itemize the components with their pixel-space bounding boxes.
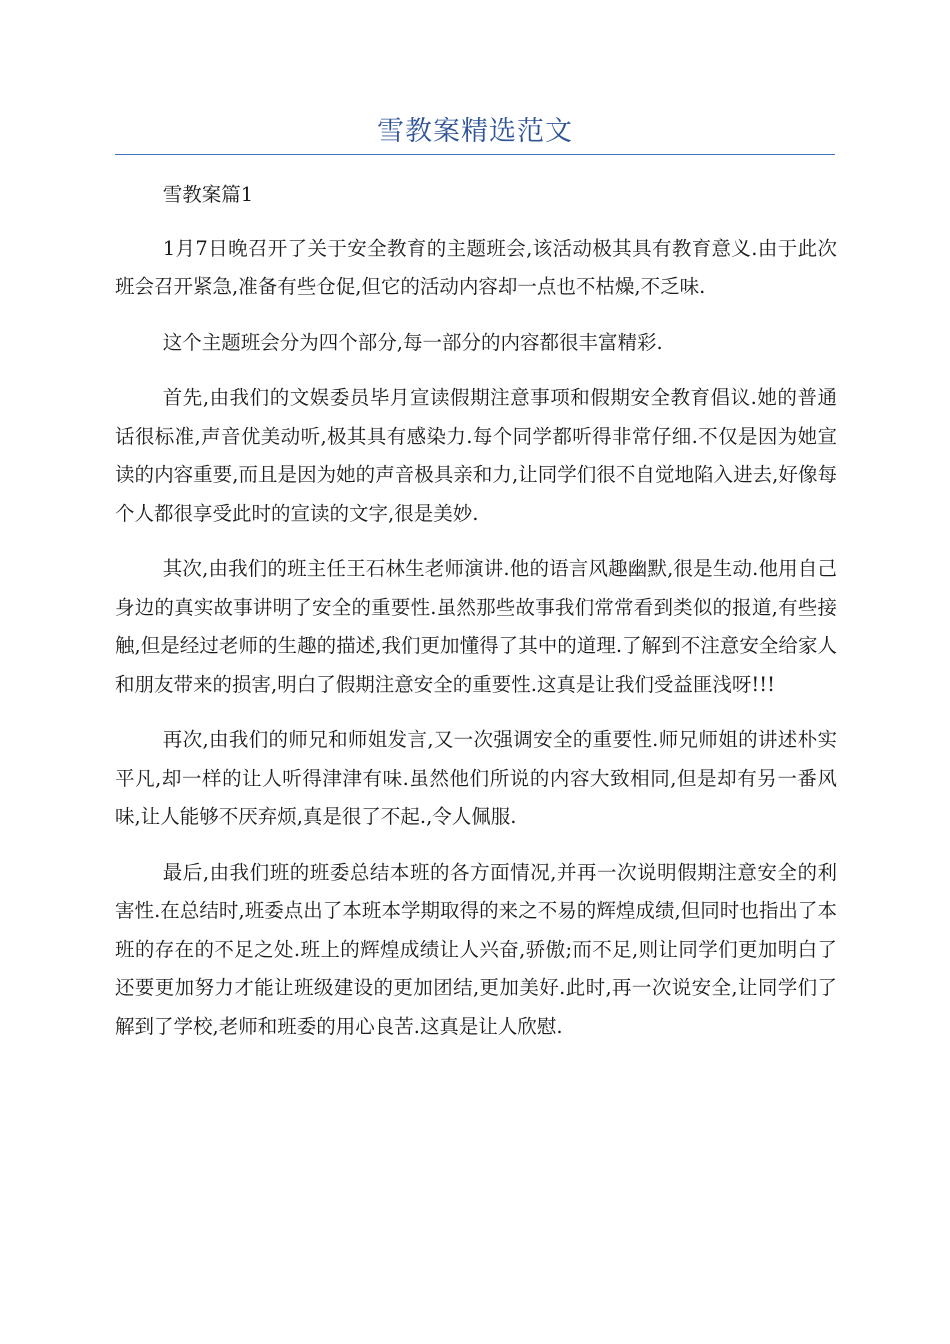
section-heading: 雪教案篇1 [162, 183, 254, 206]
paragraph-overview: 这个主题班会分为四个部分,每一部分的内容都很丰富精彩. [162, 330, 663, 354]
paragraph-intro: 1月7日晚召开了关于安全教育的主题班会,该活动极其具有教育意义.由于此次班会召开紧急,准备有些仓促,但它的活动内容却一点也不枯燥,不乏味. [115, 236, 837, 298]
paragraph-first-part: 首先,由我们的文娱委员毕月宣读假期注意事项和假期安全教育倡议.她的普通话很标准,声音优美动听,极其具有感染力.每个同学都听得非常仔细.不仅是因为她宣读的内容重要,而且是因为她的声音极具亲和力,让同学们很不自觉地陷入进去,好像每个人都很享受此时的宣读的文字,很是美妙. [115, 386, 837, 525]
document-title: 雪教案精选范文 [377, 116, 573, 147]
document-body [115, 176, 837, 1063]
paragraph-final-part: 最后,由我们班的班委总结本班的各方面情况,并再一次说明假期注意安全的利害性.在总结时,班委点出了本班本学期取得的来之不易的辉煌成绩,但同时也指出了本班的存在的不足之处.班上的辉煌成绩让人兴奋,骄傲;而不足,则让同学们更加明白了还要更加努力才能让班级建设的更加团结,更加美好.此时,再一次说安全,让同学们了解到了学校,老师和班委的用心良苦.这真是让人欣慰. [115, 860, 837, 1038]
title-underline-divider [115, 154, 835, 155]
paragraph-second-part: 其次,由我们的班主任王石林生老师演讲.他的语言风趣幽默,很是生动.他用自己身边的真实故事讲明了安全的重要性.虽然那些故事我们常常看到类似的报道,有些接触,但是经过老师的生趣的描述,我们更加懂得了其中的道理.了解到不注意安全给家人和朋友带来的损害,明白了假期注意安全的重要性.这真是让我们受益匪浅呀!!! [115, 557, 837, 696]
paragraph-third-part: 再次,由我们的师兄和师姐发言,又一次强调安全的重要性.师兄师姐的讲述朴实平凡,却一样的让人听得津津有味.虽然他们所说的内容大致相同,但是却有另一番风味,让人能够不厌弃烦,真是很了不起.,令人佩服. [115, 728, 837, 828]
